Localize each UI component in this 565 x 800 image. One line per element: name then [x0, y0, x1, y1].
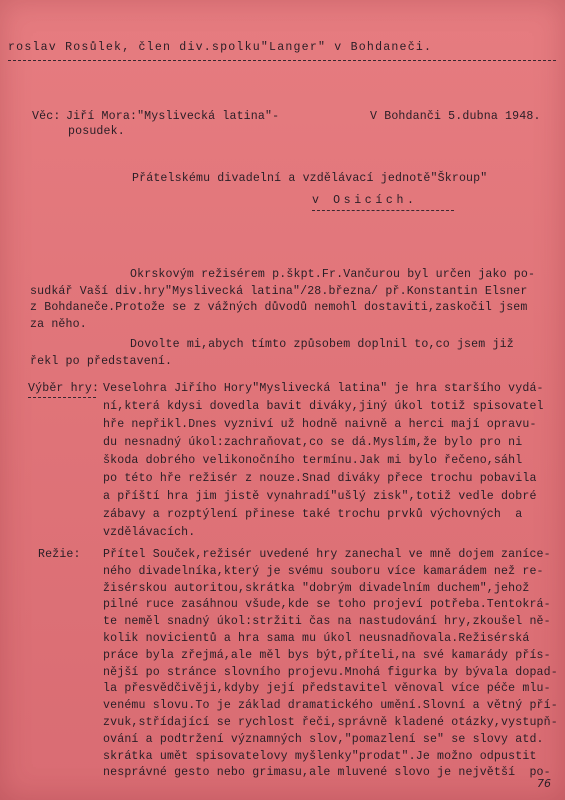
- intro-line: Okrskovým režisérem p.škpt.Fr.Vančurou byl určen jako po-: [130, 268, 536, 281]
- vyber-line: po této hře režisér z nouze.Snad diváky přece trochu pobavila: [103, 472, 537, 485]
- rezie-line: la přesvědčivěji,kdyby její představitel věnoval více péče mlu-: [103, 682, 551, 696]
- rezie-line: Přítel Souček,režisér uvedené hry zanechal ve mně dojem zaníce-: [103, 548, 551, 561]
- rezie-label: Režie:: [38, 548, 81, 561]
- rezie-line: pilné ruce zasáhnou všude,kde se toho projeví potřeba.Tentokrá-: [103, 598, 551, 612]
- page-number: 76: [537, 777, 551, 790]
- rezie-line: nesprávné gesto nebo grimasu,ale mluvené slovo je největší po-: [103, 766, 551, 780]
- rezie-line: práce byla zřejmá,ale měl bys být,příteli,na své kamarády přís-: [103, 648, 551, 662]
- subject-label: Věc:: [32, 110, 61, 123]
- vyber-line: a příští hra jim jistě vynahradí"ušlý zisk",totiž vedle dobré: [103, 490, 537, 503]
- intro-line: za něho.: [30, 317, 87, 331]
- intro-line: z Bohdaneče.Protože se z vážných důvodů nemohl dostaviti,zaskočil jsem: [30, 301, 528, 314]
- vyber-label: Výběr hry:: [28, 382, 100, 395]
- intro2-line: Dovolte mi,abych tímto způsobem doplnil to,co jsem již: [130, 338, 514, 351]
- rezie-line: te neměl snadný úkol:stržiti čas na nastudování hry,zkoušel ně-: [103, 615, 551, 629]
- subject-title: Jiří Mora:"Myslivecká latina"-: [66, 110, 280, 123]
- rezie-line: ného divadelníka,který je svému souboru více kamarádem než re-: [103, 564, 544, 578]
- addressee-line-2: v Osicích.: [312, 194, 418, 207]
- rezie-line: nější po stránce slovního projevu.Mnohá figurka by bývala dopad-: [103, 665, 558, 679]
- intro2-line: řekl po představení.: [30, 355, 173, 368]
- rezie-line: skrátka umět spisovatelovy myšlenky"prodat".Je možno odpustit: [103, 749, 537, 763]
- vyber-line: vzdělávacích.: [103, 526, 196, 539]
- header-rule: [8, 60, 556, 61]
- rezie-line: ování a podtržení významných slov,"pomazlení se" se slovy atd.: [103, 732, 544, 746]
- header-line: roslav Rosůlek, člen div.spolku"Langer" v Bohdaneči.: [8, 41, 433, 54]
- intro-line: sudkář Vaší div.hry"Myslivecká latina"/28.března/ př.Konstantin Elsner: [30, 284, 528, 298]
- addressee-underline: [312, 210, 454, 211]
- vyber-line: ní,která kdysi dovedla bavit diváky,jiný úkol totiž spisovatel: [103, 400, 544, 413]
- vyber-underline: [28, 397, 96, 398]
- subject-title-2: posudek.: [68, 125, 125, 138]
- rezie-line: žisérskou autoritou,skrátka "dobrým divadelním duchem",jehož: [103, 581, 530, 595]
- vyber-line: Veselohra Jiřího Hory"Myslivecká latina" je hra staršího vydá-: [103, 382, 544, 395]
- vyber-line: du nesnadný úkol:zachraňovat,co se dá.Myslím,že bylo pro ni: [103, 436, 523, 449]
- vyber-line: hře nepřikl.Dnes vyzniví už hodně naivně a herci mají opravu-: [103, 418, 537, 431]
- rezie-line: zvuk,střídající se rychlost řeči,správně kladené otázky,vystupň-: [103, 716, 558, 729]
- vyber-line: škoda dobrého velikonočního termínu.Jak mi bylo řečeno,sáhl: [103, 454, 523, 467]
- place-date: V Bohdanči 5.dubna 1948.: [370, 110, 541, 123]
- addressee-line-1: Přátelskému divadelní a vzdělávací jednotě"Škroup": [132, 172, 488, 185]
- rezie-line: venému slovu.To je základ dramatického umění.Slovní a větný pří-: [103, 699, 558, 713]
- vyber-line: zábavy a rozptýlení přinese také trochu prvků výchovných a: [103, 508, 523, 521]
- rezie-line: kolik novicientů a hra sama mu úkol neusnadňovala.Režisérská: [103, 632, 530, 645]
